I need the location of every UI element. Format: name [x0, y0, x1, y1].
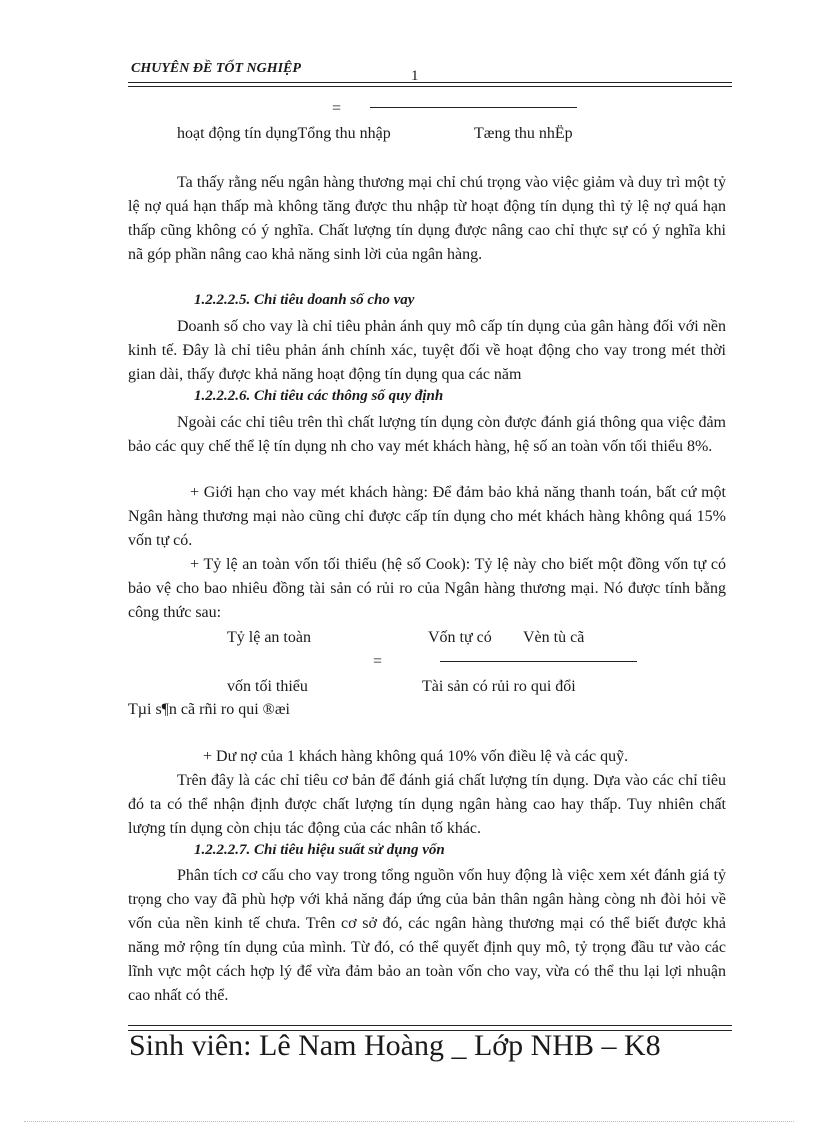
- header-rule-bottom: [128, 86, 732, 87]
- formula1-fraction-line: [370, 107, 577, 108]
- formula1-left-text: hoạt động tín dụngTổng thu nhập: [177, 125, 391, 142]
- section-heading-1-2-2-2-5: 1.2.2.2.5. Chỉ tiêu doanh số cho vay: [194, 292, 415, 308]
- section-heading-1-2-2-2-6: 1.2.2.2.6. Chỉ tiêu các thông số quy định: [194, 388, 444, 404]
- paragraph-capital-efficiency: Phân tích cơ cấu cho vay trong tổng nguồn vốn huy động là việc xem xét đánh giá tỷ trọng cho vay đã phù hợp với khả năng đáp ứng của bản thân ngân hàng còng nh đòi hỏi về vốn của nền kinh tế chưa. Trên cơ sở đó, các ngân hàng thương mại có thể biết được khả năng mở rộng tín dụng của mình. Từ đó, có thể quyết định quy mô, tỷ trọng đầu tư vào các lĩnh vực một cách hợp lý để vừa đảm bảo an toàn vốn cho vay, vừa có thể thu lại lợi nhuận cao nhất có thể.: [128, 867, 726, 1004]
- section-heading-1-2-2-2-7: 1.2.2.2.7. Chỉ tiêu hiệu suất sử dụng vốn: [194, 842, 445, 858]
- formula2-extra-text: Tµi s¶n cã rñi ro qui ®æi: [128, 701, 290, 718]
- page-bottom-dotted-border: [24, 1121, 794, 1122]
- page-number: 1: [411, 68, 419, 84]
- paragraph-quality-significance: Ta thấy rằng nếu ngân hàng thương mại chỉ chú trọng vào việc giảm và duy trì một tỷ lệ nợ quá hạn thấp mà không tăng được thu nhập từ hoạt động tín dụng thì tỷ lệ nợ quá hạn thấp cũng không có ý nghĩa. Chất lượng tín dụng được nâng cao chỉ thực sự có ý nghĩa khi nã góp phần nâng cao khả năng sinh lời của ngân hàng.: [128, 174, 726, 263]
- formula2-bottom-right: Tài sản có rủi ro qui đổi: [422, 678, 576, 695]
- formula2-top-left: Tỷ lệ an toàn: [227, 629, 311, 646]
- formula2-bottom-left: vốn tối thiểu: [227, 678, 308, 695]
- header-rule-top: [128, 82, 732, 83]
- formula1-equals: =: [332, 100, 342, 117]
- formula2-top-right-b: Vèn tù cã: [523, 629, 585, 646]
- paragraph-single-customer-limit: + Dư nợ của 1 khách hàng không quá 10% vốn điều lệ và các quỹ.: [203, 748, 629, 765]
- paragraph-regulatory-indicators: Ngoài các chỉ tiêu trên thì chất lượng tín dụng còn được đánh giá thông qua việc đảm bảo các quy chế thể lệ tín dụng nh cho vay mét khách hàng, hệ số an toàn vốn tối thiểu 8%.: [128, 414, 726, 455]
- formula2-fraction-line: [440, 661, 637, 662]
- paragraph-summary: Trên đây là các chỉ tiêu cơ bản để đánh giá chất lượng tín dụng. Dựa vào các chỉ tiêu đó ta có thể nhận định được chất lượng tín dụng ngân hàng cao hay thấp. Tuy nhiên chất lượng tín dụng còn chịu tác động của các nhân tố khác.: [128, 772, 726, 837]
- footer-student-info: Sinh viên: Lê Nam Hoàng _ Lớp NHB – K8: [129, 1029, 661, 1062]
- paragraph-loan-limit: + Giới hạn cho vay mét khách hàng: Để đảm bảo khả năng thanh toán, bất cứ một Ngân hàng thương mại nào cũng chỉ được cấp tín dụng cho mét khách hàng không quá 15% vốn tự có.: [128, 484, 726, 549]
- formula2-equals: =: [373, 653, 383, 670]
- paragraph-loan-turnover: Doanh số cho vay là chỉ tiêu phản ánh quy mô cấp tín dụng của gân hàng đối với nền kinh tế. Đây là chỉ tiêu phản ánh chính xác, tuyệt đối về hoạt động cho vay trong mét thời gian dài, thấy được khả năng hoạt động tín dụng qua các năm: [128, 318, 726, 383]
- running-header-title: CHUYÊN ĐỀ TỐT NGHIỆP: [131, 61, 301, 76]
- paragraph-cook-ratio: + Tỷ lệ an toàn vốn tối thiểu (hệ số Cook): Tỷ lệ này cho biết một đồng vốn tự có bảo vệ cho bao nhiêu đồng tài sản có rủi ro của Ngân hàng thương mại. Nó được tính bằng công thức sau:: [128, 556, 726, 621]
- formula2-top-right-a: Vốn tự có: [428, 629, 492, 646]
- formula1-right-text: Tæng thu nhËp: [474, 125, 573, 142]
- footer-rule-top: [128, 1025, 732, 1026]
